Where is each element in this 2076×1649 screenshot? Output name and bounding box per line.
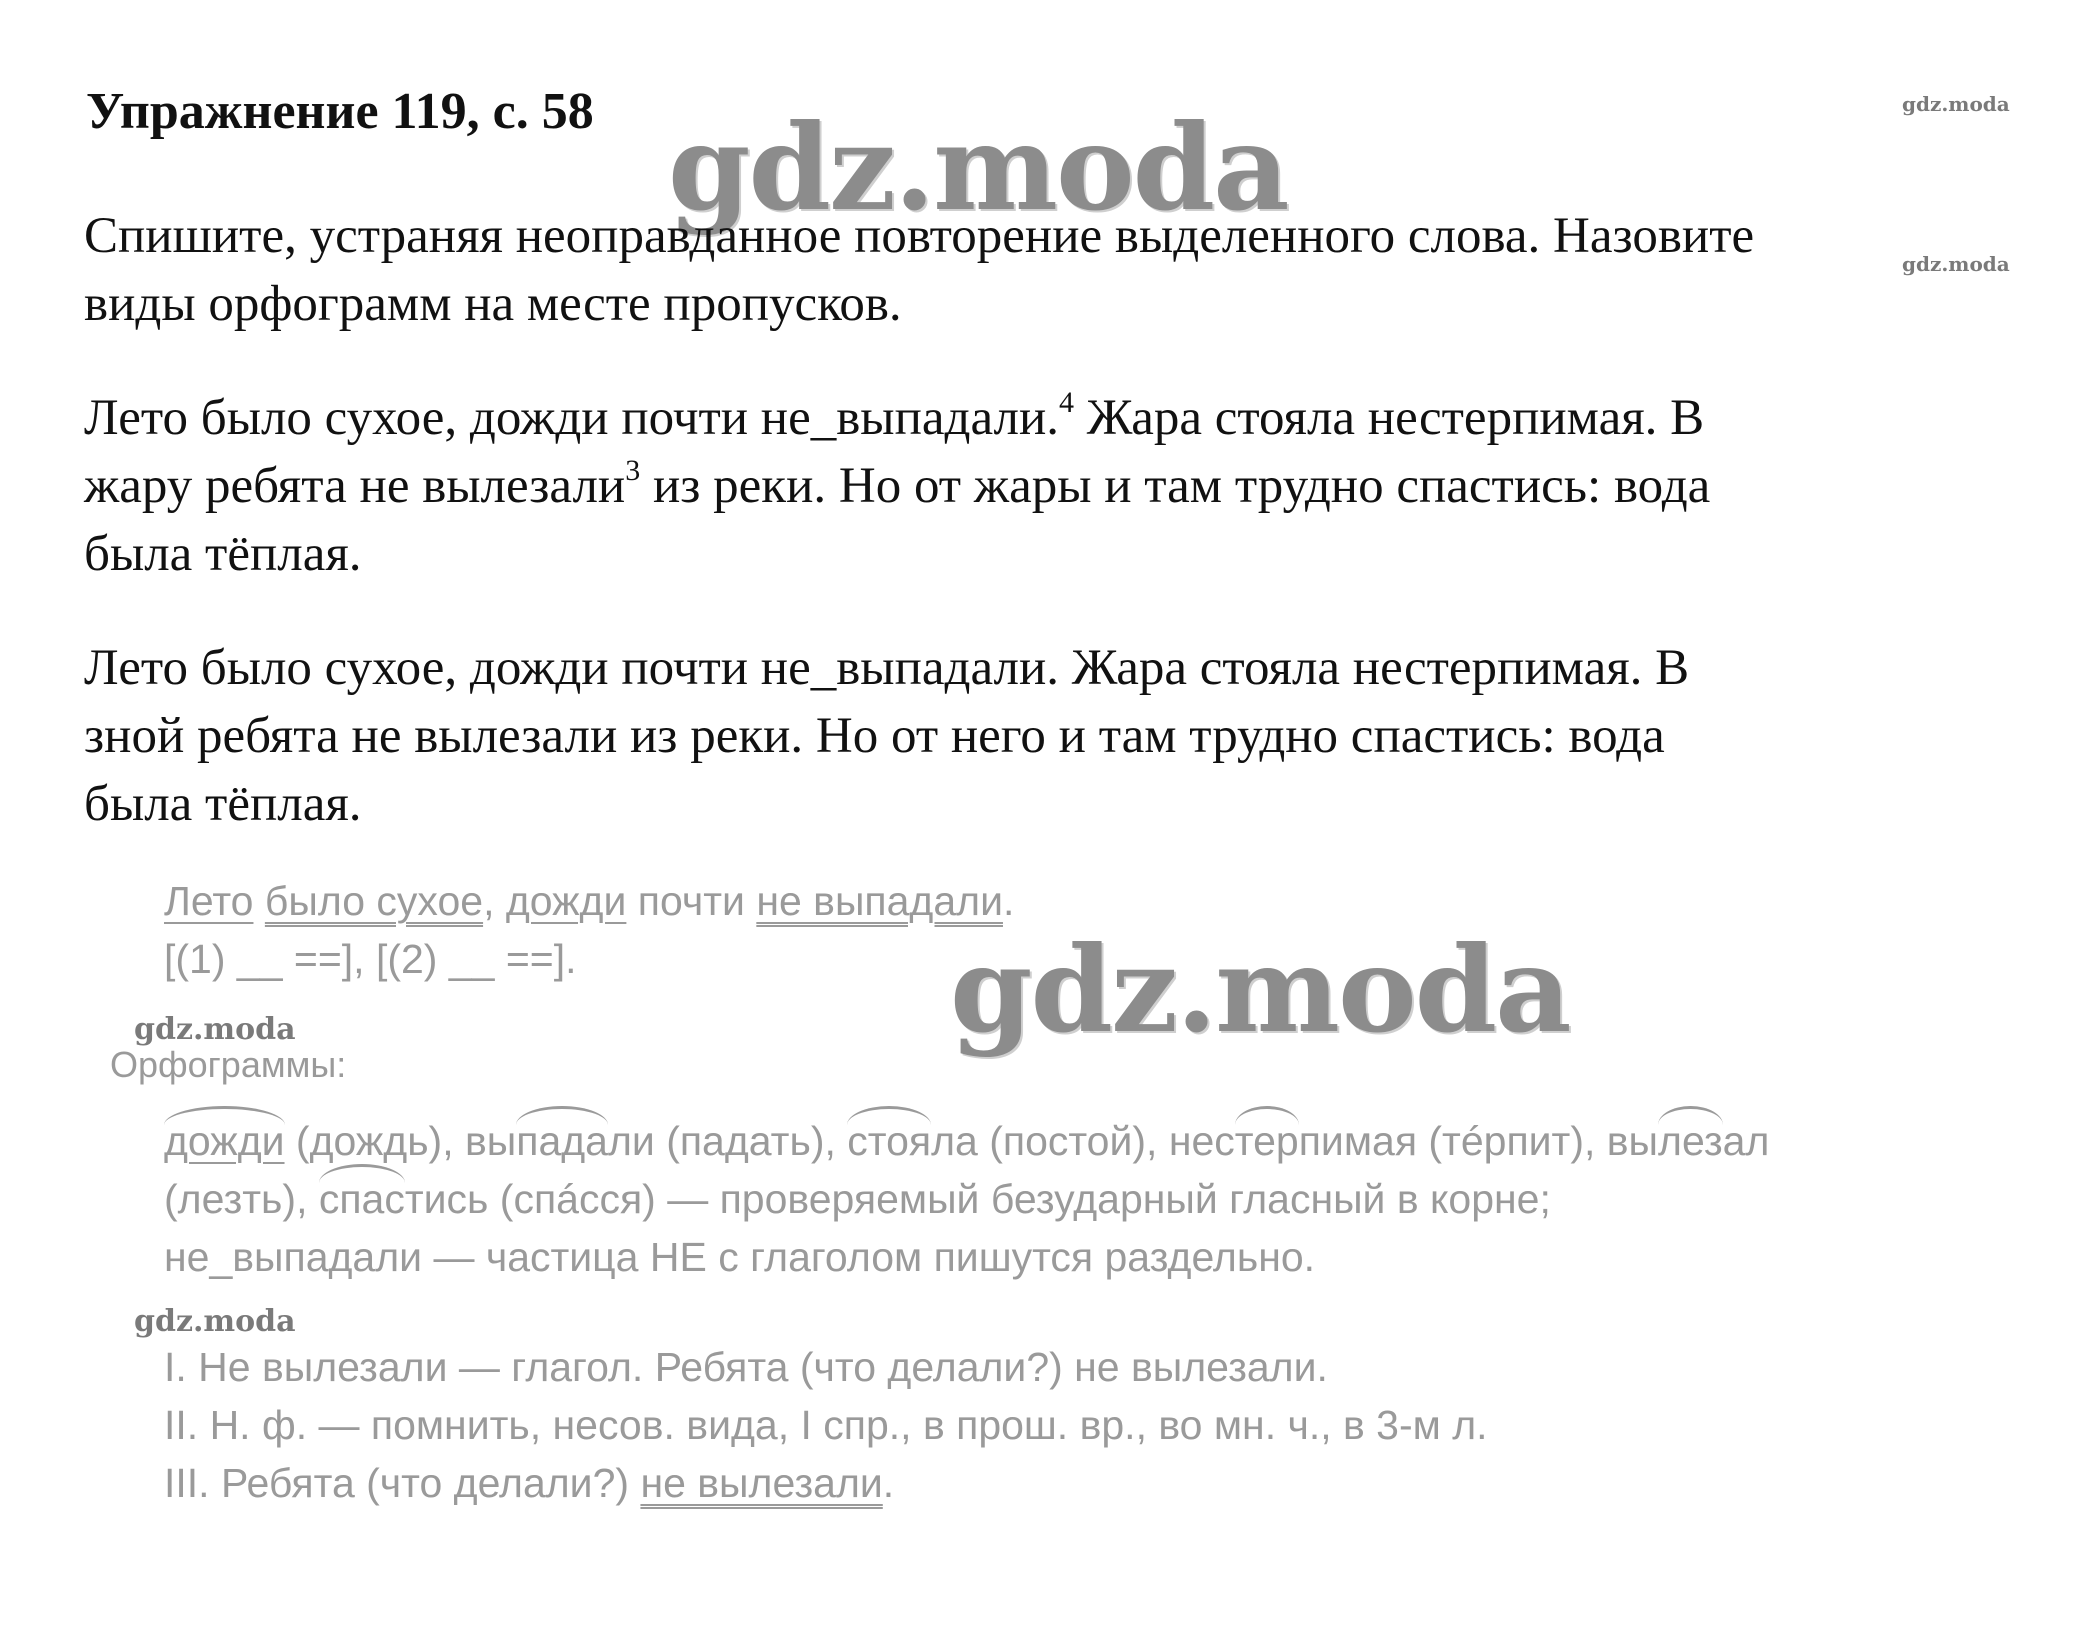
text-fragment: ла (постой), нес — [931, 1118, 1235, 1164]
orthogram-line: не_выпадали — частица НЕ с глаголом пишутся раздельно. — [164, 1234, 1316, 1280]
text-fragment: ал — [1722, 1118, 1770, 1164]
text-fragment: (дождь), вы — [284, 1118, 517, 1164]
text-fragment: пимая (тéрпит), вы — [1298, 1118, 1659, 1164]
text-fragment: была тёплая. — [84, 526, 362, 582]
answer-text — [84, 634, 2044, 838]
original-text — [84, 384, 2044, 588]
task-line: виды орфограмм на месте пропусков. — [84, 276, 902, 332]
punctuation: . — [1002, 878, 1015, 924]
morph-line: II. Н. ф. — помнить, несов. вида, I спр., в прош. вр., во мн. ч., в 3-м л. — [164, 1402, 1488, 1448]
subject-word: Лето — [164, 878, 254, 924]
subject-word: дожди — [505, 878, 627, 924]
task-text — [84, 202, 2044, 338]
root-marked-word: стоя — [847, 1112, 931, 1170]
watermark-logo: gdz.moda — [668, 98, 1288, 237]
watermark-small: gdz.moda — [134, 1304, 296, 1339]
text-fragment: жару ребята не вылезали — [84, 458, 626, 514]
answer-line: Лето было сухое, дожди почти не_выпадали. Жара стояла нестерпимая. В — [84, 640, 1690, 696]
text-fragment: Жара стояла нестерпимая. В — [1074, 390, 1705, 446]
text-fragment: Лето было сухое, дожди почти не_выпадали. — [84, 390, 1060, 446]
watermark-small: gdz.moda — [1902, 252, 2010, 276]
exercise-title: Упражнение 119, с. 58 — [86, 83, 594, 140]
text-fragment: ли (падать), — [607, 1118, 848, 1164]
text-fragment: III. Ребята (что делали?) — [164, 1460, 641, 1506]
orthograms-label: Орфограммы: — [110, 1044, 347, 1085]
morph-analysis — [164, 1338, 1488, 1512]
predicate-word: не выпадали — [756, 878, 1003, 924]
root-marked-word: дожди — [164, 1112, 285, 1170]
text-fragment: тись (спáсся) — проверяемый безударный гласный в корне; — [404, 1176, 1551, 1222]
footnote-number: 3 — [625, 454, 641, 487]
punctuation: . — [882, 1460, 895, 1506]
orthograms-list — [164, 1112, 1769, 1286]
watermark-small: gdz.moda — [134, 1012, 296, 1047]
sentence-parse — [164, 872, 1014, 988]
text-fragment: из реки. Но от жары и там трудно спастись: вода — [640, 458, 1711, 514]
root-marked-word: спас — [319, 1170, 405, 1228]
answer-line: была тёплая. — [84, 776, 362, 832]
punctuation: , — [483, 878, 506, 924]
predicate-word: было сухое — [264, 878, 484, 924]
task-line: Спишите, устраняя неоправданное повторение выделенного слова. Назовите — [84, 208, 1755, 264]
text-fragment: почти — [626, 878, 757, 924]
predicate-word: не вылезали — [640, 1460, 883, 1506]
morph-line: I. Не вылезали — глагол. Ребята (что делали?) не вылезали. — [164, 1344, 1328, 1390]
root-marked-word: пада — [516, 1112, 608, 1170]
watermark-small: gdz.moda — [1902, 92, 2010, 116]
root-marked-word: тер — [1235, 1112, 1299, 1170]
text-fragment: (лезть), — [164, 1176, 319, 1222]
sentence-scheme: [(1) __ ==], [(2) __ ==]. — [164, 936, 577, 982]
answer-line: зной ребята не вылезали из реки. Но от него и там трудно спастись: вода — [84, 708, 1665, 764]
footnote-number: 4 — [1059, 386, 1075, 419]
root-marked-word: лез — [1658, 1112, 1723, 1170]
watermark-logo: gdz.moda — [950, 920, 1570, 1059]
